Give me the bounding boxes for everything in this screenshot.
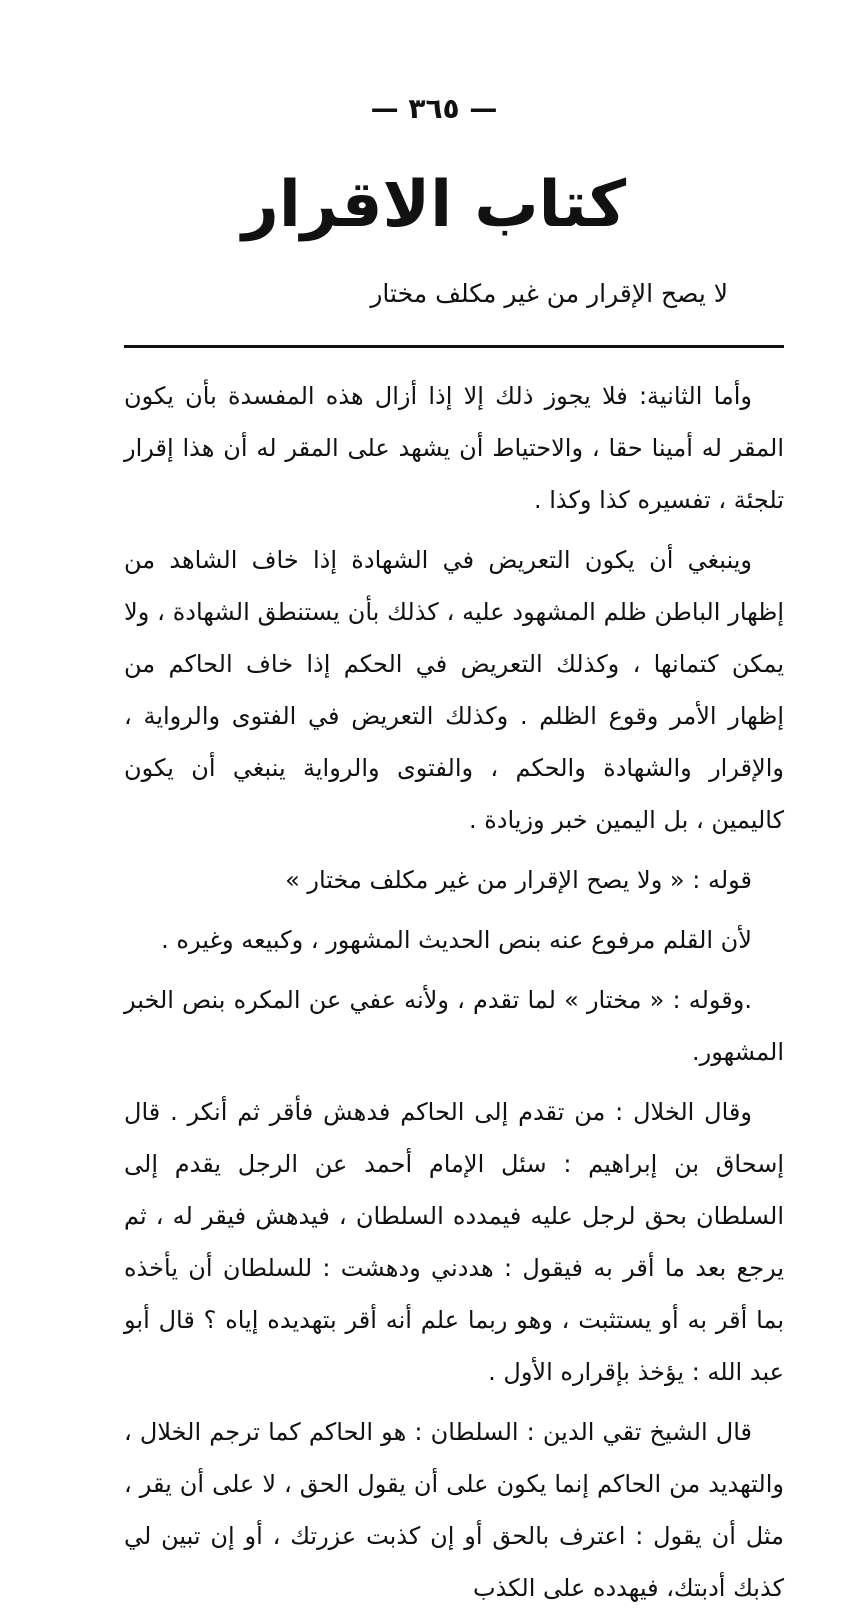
- paragraph: لأن القلم مرفوع عنه بنص الحديث المشهور ، وكبيعه وغيره .: [161, 926, 752, 954]
- paragraph: قال الشيخ تقي الدين : السلطان : هو الحاكم كما ترجم الخلال ، والتهديد من الحاكم إنما يكون على أن يقول الحق ، لا على أن يقر ، مثل أن يقول : اعترف بالحق أو إن كذبت عزرتك ، أو إن تبين لي كذبك أدبتك، فيهدده على الكذب: [124, 1418, 784, 1602]
- chapter-title: كتاب الاقرار: [241, 168, 627, 242]
- paragraph: وقال الخلال : من تقدم إلى الحاكم فدهش فأقر ثم أنكر . قال إسحاق بن إبراهيم : سئل الإمام أحمد عن الرجل يقدم إلى السلطان بحق لرجل عليه فيمدده السلطان ، فيدهش فيقر له ، ثم يرجع بعد ما أقر به فيقول : هددني ودهشت : للسلطان أن يأخذه بما أقر به أو يستثبت ، وهو ربما علم أنه أقر بتهديده إياه ؟ قال أبو عبد الله : يؤخذ بإقراره الأول .: [124, 1098, 784, 1386]
- paragraph: .وقوله : « مختار » لما تقدم ، ولأنه عفي عن المكره بنص الخبر المشهور.: [124, 986, 784, 1066]
- horizontal-rule: [124, 345, 784, 348]
- paragraph: قوله : « ولا يصح الإقرار من غير مكلف مختار »: [285, 866, 752, 894]
- page-number: — ٣٦٥ —: [370, 92, 498, 125]
- body-text: [124, 370, 784, 1622]
- paragraph: وينبغي أن يكون التعريض في الشهادة إذا خاف الشاهد من إظهار الباطن ظلم المشهود عليه ، كذلك بأن يستنطق الشهادة ، ولا يمكن كتمانها ، وكذلك التعريض في الحكم إذا خاف الحاكم من إظهار الأمر وقوع الظلم . وكذلك التعريض في الفتوى والرواية ، والإقرار والشهادة والحكم ، والفتوى والرواية ينبغي أن يكون كاليمين ، بل اليمين خبر وزيادة .: [124, 546, 784, 834]
- section-heading: لا يصح الإقرار من غير مكلف مختار: [370, 279, 728, 308]
- paragraph: وأما الثانية: فلا يجوز ذلك إلا إذا أزال هذه المفسدة بأن يكون المقر له أمينا حقا ، والاحتياط أن يشهد على المقر له أن هذا إقرار تلجئة ، تفسيره كذا وكذا .: [124, 382, 784, 514]
